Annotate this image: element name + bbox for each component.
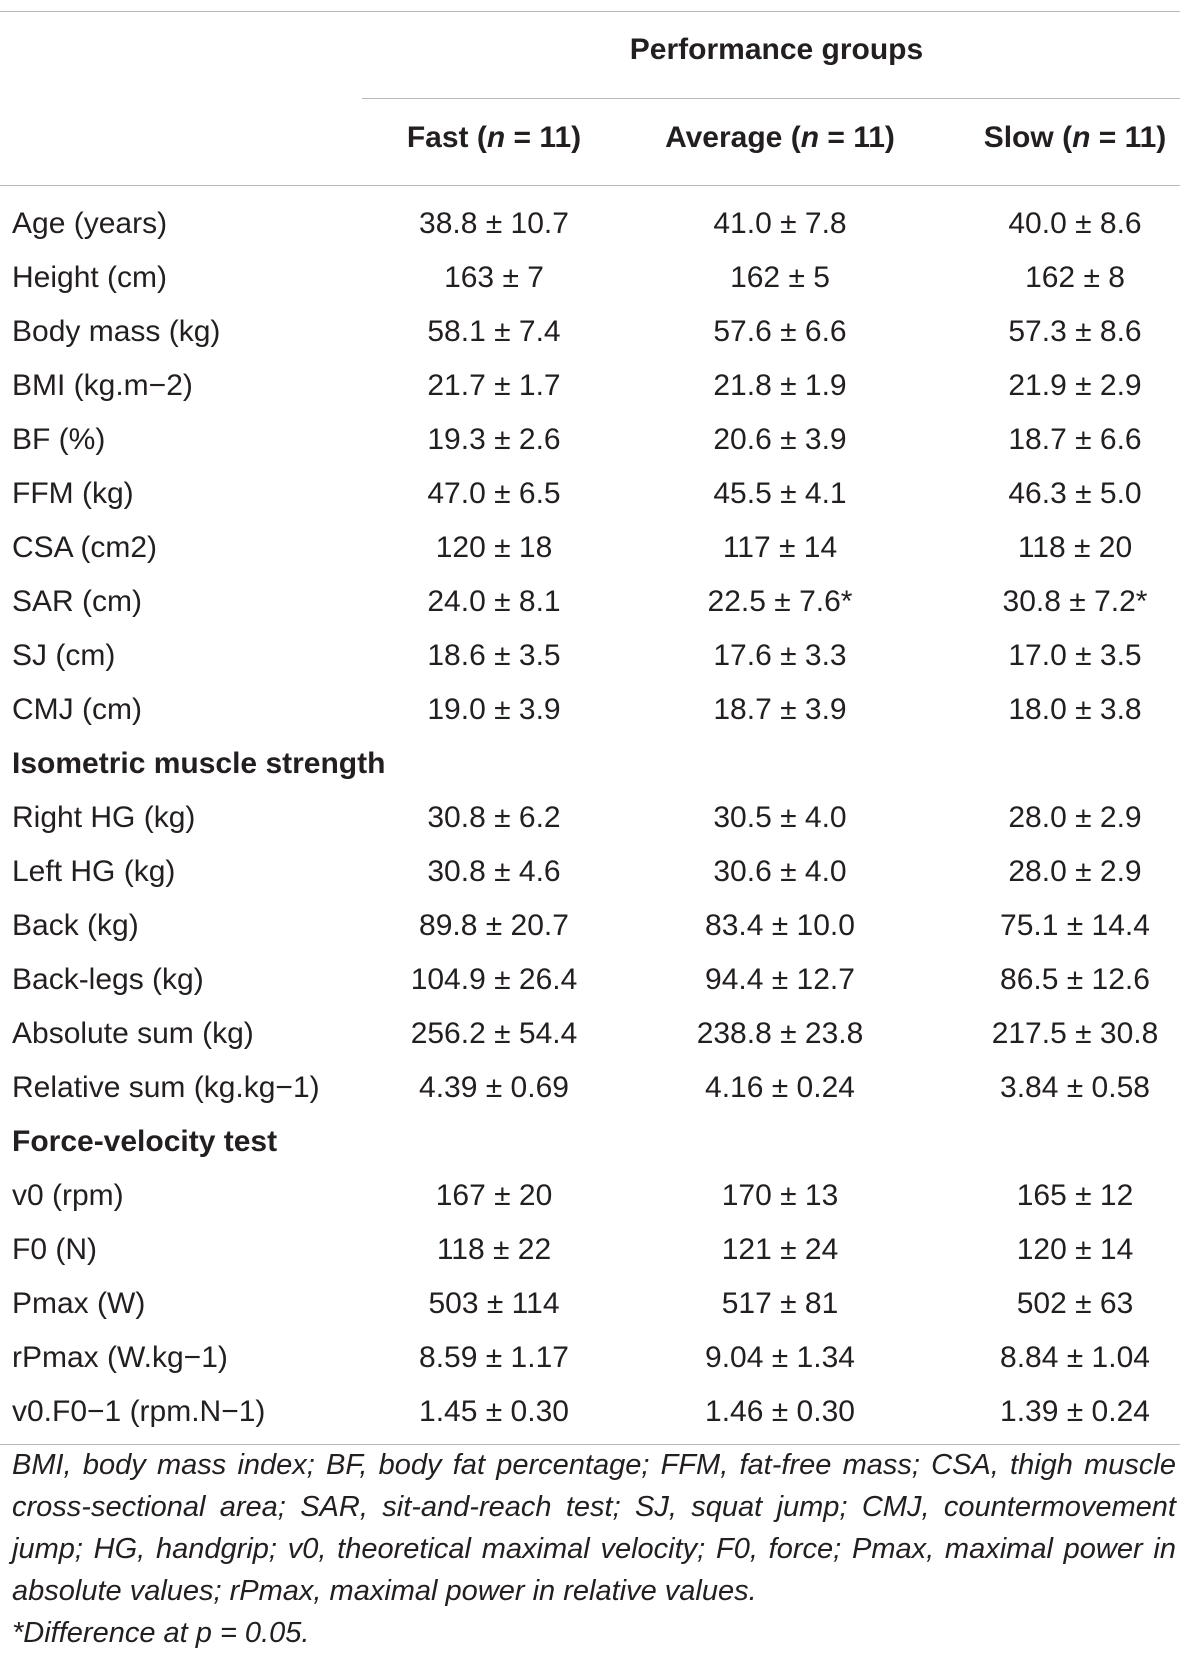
column-header-fast (372, 118, 616, 158)
table-row (0, 575, 1200, 629)
top-rule (0, 11, 1180, 12)
cell-average: 22.5 ± 7.6* (707, 585, 853, 618)
cell-average: 162 ± 5 (730, 261, 830, 294)
cell-fast: 30.8 ± 6.2 (427, 801, 561, 834)
table-row (0, 1331, 1200, 1385)
table-row (0, 1061, 1200, 1115)
cell-fast: 47.0 ± 6.5 (427, 477, 561, 510)
cell-average: 18.7 ± 3.9 (713, 693, 847, 726)
group-header: Performance groups (629, 33, 924, 66)
cell-slow: 28.0 ± 2.9 (1008, 801, 1142, 834)
cell-fast: 19.3 ± 2.6 (427, 423, 561, 456)
cell-fast: 30.8 ± 4.6 (427, 855, 561, 888)
cell-slow: 3.84 ± 0.58 (1000, 1071, 1150, 1104)
cell-fast: 4.39 ± 0.69 (419, 1071, 569, 1104)
row-label: v0 (rpm) (12, 1179, 124, 1212)
row-label: Relative sum (kg.kg−1) (12, 1071, 320, 1104)
row-label: SAR (cm) (12, 585, 142, 618)
cell-slow: 18.0 ± 3.8 (1008, 693, 1142, 726)
cell-slow: 30.8 ± 7.2* (1002, 585, 1148, 618)
cell-average: 17.6 ± 3.3 (713, 639, 847, 672)
cell-average: 45.5 ± 4.1 (713, 477, 847, 510)
cell-fast: 104.9 ± 26.4 (410, 963, 578, 996)
table-row (0, 1277, 1200, 1331)
cell-average: 30.5 ± 4.0 (713, 801, 847, 834)
cell-average: 121 ± 24 (721, 1233, 839, 1266)
cell-fast: 38.8 ± 10.7 (419, 207, 569, 240)
column-n: (n = 11) (790, 121, 895, 154)
table-row (0, 197, 1200, 251)
cell-fast: 8.59 ± 1.17 (419, 1341, 569, 1374)
cell-slow: 162 ± 8 (1025, 261, 1125, 294)
significance-note: *Difference at p = 0.05. (12, 1617, 310, 1649)
row-label: BMI (kg.m−2) (12, 369, 193, 402)
cell-fast: 18.6 ± 3.5 (427, 639, 561, 672)
cell-slow: 18.7 ± 6.6 (1008, 423, 1142, 456)
cell-average: 9.04 ± 1.34 (705, 1341, 855, 1374)
cell-slow: 40.0 ± 8.6 (1008, 207, 1142, 240)
table-row (0, 521, 1200, 575)
cell-slow: 120 ± 14 (1016, 1233, 1134, 1266)
cell-fast: 19.0 ± 3.9 (427, 693, 561, 726)
cell-fast: 21.7 ± 1.7 (427, 369, 561, 402)
row-label: Back (kg) (12, 909, 139, 942)
column-header-slow (940, 118, 1200, 158)
cell-fast: 58.1 ± 7.4 (427, 315, 561, 348)
table-row (0, 629, 1200, 683)
cell-fast: 118 ± 22 (436, 1233, 552, 1266)
cell-slow: 28.0 ± 2.9 (1008, 855, 1142, 888)
table-row (0, 791, 1200, 845)
table-row (0, 305, 1200, 359)
cell-average: 170 ± 13 (721, 1179, 839, 1212)
cell-fast: 503 ± 114 (428, 1287, 560, 1320)
cell-fast: 256.2 ± 54.4 (410, 1017, 578, 1050)
table-row (0, 1169, 1200, 1223)
table-row (0, 899, 1200, 953)
row-label: BF (%) (12, 423, 106, 456)
section-label: Force-velocity test (12, 1125, 278, 1158)
table-row (0, 1007, 1200, 1061)
cell-slow: 217.5 ± 30.8 (991, 1017, 1159, 1050)
cell-fast: 163 ± 7 (444, 261, 544, 294)
cell-average: 238.8 ± 23.8 (696, 1017, 864, 1050)
table-row (0, 683, 1200, 737)
cell-average: 4.16 ± 0.24 (705, 1071, 855, 1104)
row-label: Body mass (kg) (12, 315, 221, 348)
table-row (0, 1385, 1200, 1439)
column-header-average (640, 118, 920, 158)
row-label: CSA (cm2) (12, 531, 158, 564)
table-row (0, 413, 1200, 467)
table-row (0, 467, 1200, 521)
header-rule (0, 185, 1180, 186)
cell-slow: 86.5 ± 12.6 (1000, 963, 1150, 996)
table-row (0, 251, 1200, 305)
cell-average: 117 ± 14 (722, 531, 838, 564)
column-name: Average (665, 121, 783, 154)
table-row (0, 953, 1200, 1007)
cell-average: 30.6 ± 4.0 (713, 855, 847, 888)
column-name: Fast (406, 121, 469, 154)
cell-slow: 118 ± 20 (1017, 531, 1133, 564)
row-label: Absolute sum (kg) (12, 1017, 254, 1050)
cell-average: 20.6 ± 3.9 (713, 423, 847, 456)
table-row (0, 1223, 1200, 1277)
cell-fast: 120 ± 18 (435, 531, 553, 564)
cell-average: 517 ± 81 (721, 1287, 839, 1320)
row-label: FFM (kg) (12, 477, 134, 510)
row-label: CMJ (cm) (12, 693, 142, 726)
table-row (0, 359, 1200, 413)
column-n: (n = 11) (476, 121, 582, 154)
cell-fast: 1.45 ± 0.30 (419, 1395, 569, 1428)
column-n: (n = 11) (1062, 121, 1167, 154)
cell-fast: 24.0 ± 8.1 (427, 585, 561, 618)
cell-average: 1.46 ± 0.30 (705, 1395, 855, 1428)
row-label: Left HG (kg) (12, 855, 176, 888)
cell-slow: 75.1 ± 14.4 (1000, 909, 1150, 942)
cell-fast: 89.8 ± 20.7 (419, 909, 569, 942)
section-heading-isometric (0, 737, 1200, 791)
table-footnote: BMI, body mass index; BF, body fat percentage; FFM, fat-free mass; CSA, thigh muscle cross-sectional area; SAR, sit-and-reach test; SJ, squat jump; CMJ, countermovement jump; HG, handgrip; v0, theoretical maximal velocity; F0, force; Pmax, maximal power in absolute values; rPmax, maximal power in relative values. (12, 1449, 1176, 1607)
cell-average: 57.6 ± 6.6 (713, 315, 847, 348)
cell-slow: 57.3 ± 8.6 (1008, 315, 1142, 348)
cell-slow: 165 ± 12 (1016, 1179, 1134, 1212)
row-label: F0 (N) (12, 1233, 97, 1266)
cell-average: 94.4 ± 12.7 (705, 963, 855, 996)
section-heading-force-velocity (0, 1115, 1200, 1169)
cell-slow: 502 ± 63 (1016, 1287, 1134, 1320)
row-label: Pmax (W) (12, 1287, 146, 1320)
cell-average: 21.8 ± 1.9 (713, 369, 847, 402)
group-underline (362, 98, 1180, 99)
table-row (0, 845, 1200, 899)
section-label: Isometric muscle strength (12, 747, 386, 780)
row-label: Back-legs (kg) (12, 963, 204, 996)
column-name: Slow (983, 121, 1054, 154)
cell-slow: 8.84 ± 1.04 (1000, 1341, 1150, 1374)
cell-slow: 46.3 ± 5.0 (1008, 477, 1142, 510)
cell-fast: 167 ± 20 (435, 1179, 553, 1212)
row-label: Height (cm) (12, 261, 168, 294)
row-label: Age (years) (12, 207, 168, 240)
cell-slow: 1.39 ± 0.24 (1000, 1395, 1150, 1428)
cell-slow: 17.0 ± 3.5 (1008, 639, 1142, 672)
row-label: v0.F0−1 (rpm.N−1) (12, 1395, 266, 1428)
cell-average: 41.0 ± 7.8 (713, 207, 847, 240)
row-label: SJ (cm) (12, 639, 116, 672)
cell-average: 83.4 ± 10.0 (705, 909, 855, 942)
row-label: Right HG (kg) (12, 801, 196, 834)
row-label: rPmax (W.kg−1) (12, 1341, 228, 1374)
cell-slow: 21.9 ± 2.9 (1008, 369, 1142, 402)
